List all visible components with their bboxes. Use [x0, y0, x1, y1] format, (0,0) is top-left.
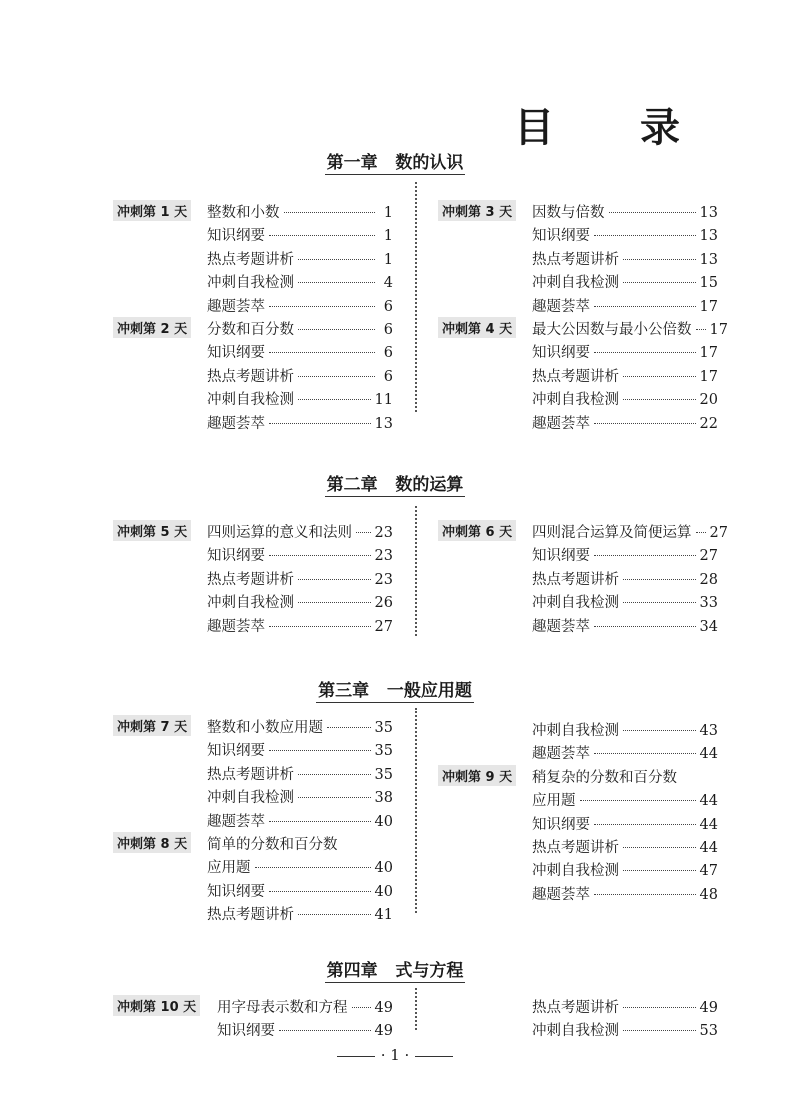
entry-title: 知识纲要: [532, 228, 590, 245]
page-number: 35: [374, 766, 393, 783]
page-number: 44: [699, 746, 718, 763]
entry-title: 分数和百分数: [207, 321, 294, 338]
toc-entry[interactable]: [207, 271, 393, 292]
entry-title: 热点考题讲析: [532, 571, 619, 588]
entry-title: 应用题: [207, 860, 251, 877]
entry-title: 知识纲要: [207, 548, 265, 565]
entry-title: 热点考题讲析: [532, 839, 619, 856]
toc-entry[interactable]: [207, 224, 393, 245]
toc-entry[interactable]: [532, 883, 718, 904]
toc-row[interactable]: [438, 766, 718, 789]
toc-column-left: [113, 521, 393, 638]
leader-dots: [623, 399, 696, 400]
toc-entry[interactable]: [207, 716, 393, 737]
toc-entry[interactable]: [532, 295, 718, 316]
page-number: 27: [709, 525, 728, 541]
toc-entry[interactable]: [207, 365, 393, 386]
leader-dots: [269, 306, 375, 307]
entry-title: 四则运算的意义和法则: [207, 525, 352, 541]
leader-dots: [284, 212, 376, 213]
entry-title: 简单的分数和百分数: [207, 836, 338, 853]
page-number: 13: [374, 415, 393, 432]
footer-rule-right: [415, 1056, 453, 1057]
toc-row[interactable]: [438, 412, 718, 435]
toc-entry[interactable]: [207, 295, 393, 316]
page-number: 33: [699, 595, 718, 612]
toc-row[interactable]: [113, 856, 393, 879]
toc-row[interactable]: [438, 388, 718, 411]
leader-dots: [298, 602, 371, 603]
toc-entry[interactable]: [532, 996, 718, 1017]
leader-dots: [298, 259, 375, 260]
page-number: 40: [374, 860, 393, 877]
chapter-heading: [0, 676, 790, 703]
toc-entry[interactable]: [207, 412, 393, 433]
entry-title: 因数与倍数: [532, 205, 605, 221]
entry-title: 四则混合运算及简便运算: [532, 525, 692, 541]
toc-row[interactable]: [438, 836, 718, 859]
entry-title: 冲刺自我检测: [207, 595, 294, 612]
toc-entry[interactable]: [207, 248, 393, 269]
entry-title: 趣题荟萃: [207, 618, 265, 635]
entry-title: 冲刺自我检测: [532, 1023, 619, 1040]
leader-dots: [623, 730, 696, 731]
page-number: 26: [374, 595, 393, 612]
entry-title: 趣题荟萃: [532, 298, 590, 315]
page-number: 13: [699, 251, 718, 268]
entry-title: 知识纲要: [532, 548, 590, 565]
toc-row[interactable]: [113, 739, 393, 762]
page-number: 53: [699, 1023, 718, 1040]
page-footer: [0, 1046, 790, 1064]
toc-column-right: [438, 201, 728, 435]
leader-dots: [298, 579, 371, 580]
toc-row[interactable]: [438, 883, 718, 906]
leader-dots: [594, 824, 696, 825]
entry-title: 知识纲要: [207, 743, 265, 760]
page-number: 13: [699, 228, 718, 245]
toc-row[interactable]: [438, 813, 718, 836]
chapter-heading-text: 第四章 式与方程: [325, 956, 466, 983]
toc-entry[interactable]: [532, 615, 718, 636]
toc-row[interactable]: [438, 248, 718, 271]
entry-title: 整数和小数: [207, 205, 280, 221]
entry-title: 知识纲要: [217, 1023, 275, 1040]
toc-entry[interactable]: [532, 789, 718, 810]
day-label: 冲刺第 5 天: [113, 520, 191, 541]
footer-rule-left: [337, 1056, 375, 1057]
toc-row[interactable]: [113, 903, 393, 926]
toc-entry[interactable]: [532, 248, 718, 269]
toc-column-left: [113, 716, 393, 927]
page-number: 1: [383, 228, 393, 245]
leader-dots: [356, 532, 371, 533]
leader-dots: [623, 282, 696, 283]
leader-dots: [609, 212, 696, 213]
toc-row[interactable]: [438, 318, 728, 341]
toc-row[interactable]: [438, 544, 718, 567]
toc-row[interactable]: [438, 568, 718, 591]
leader-dots: [696, 532, 706, 533]
entry-title: 热点考题讲析: [207, 368, 294, 385]
toc-row[interactable]: [113, 341, 393, 364]
entry-title: 热点考题讲析: [207, 907, 294, 924]
page-number: 40: [374, 883, 393, 900]
toc-entry[interactable]: [207, 568, 393, 589]
page-number: 15: [699, 275, 718, 292]
toc-row[interactable]: [113, 880, 393, 903]
toc-entry[interactable]: [532, 365, 718, 386]
leader-dots: [269, 750, 371, 751]
leader-dots: [594, 753, 696, 754]
toc-row[interactable]: [438, 859, 718, 882]
entry-title: 热点考题讲析: [207, 571, 294, 588]
toc-row[interactable]: [113, 521, 393, 544]
toc-row[interactable]: [113, 224, 393, 247]
entry-title: 知识纲要: [207, 883, 265, 900]
day-label: 冲刺第 8 天: [113, 832, 191, 853]
leader-dots: [623, 579, 696, 580]
leader-dots: [623, 847, 696, 848]
toc-row[interactable]: [438, 591, 718, 614]
entry-title: 热点考题讲析: [532, 1000, 619, 1016]
day-label: 冲刺第 6 天: [438, 520, 516, 541]
toc-row[interactable]: [438, 742, 718, 765]
toc-entry[interactable]: [207, 856, 393, 877]
leader-dots: [623, 259, 696, 260]
toc-row[interactable]: [113, 810, 393, 833]
toc-row[interactable]: [113, 365, 393, 388]
page-number: 17: [699, 368, 718, 385]
toc-row[interactable]: [113, 568, 393, 591]
leader-dots: [696, 329, 706, 330]
toc-entry[interactable]: [532, 1019, 718, 1040]
toc-row[interactable]: [438, 996, 718, 1019]
leader-dots: [298, 797, 371, 798]
toc-entry[interactable]: [207, 786, 393, 807]
leader-dots: [269, 891, 371, 892]
toc-entry[interactable]: [217, 996, 393, 1017]
toc-row[interactable]: [113, 615, 393, 638]
entry-title: 冲刺自我检测: [207, 790, 294, 807]
toc-entry[interactable]: [532, 544, 718, 565]
leader-dots: [594, 423, 696, 424]
entry-title: 趣题荟萃: [532, 746, 590, 763]
toc-row[interactable]: [113, 544, 393, 567]
toc-entry[interactable]: [532, 719, 718, 740]
page-number: 17: [699, 298, 718, 315]
page-number: 13: [699, 205, 718, 221]
leader-dots: [298, 329, 375, 330]
page-number: 35: [374, 743, 393, 760]
page-number: 40: [374, 813, 393, 830]
page-number: 11: [374, 392, 393, 409]
toc-row[interactable]: [113, 201, 393, 224]
leader-dots: [269, 352, 375, 353]
chapter-heading: [0, 470, 790, 497]
page-number: 49: [374, 1023, 393, 1040]
page-number: 27: [374, 618, 393, 635]
leader-dots: [298, 774, 371, 775]
leader-dots: [623, 1030, 696, 1031]
page-number: 28: [699, 571, 718, 588]
leader-dots: [594, 352, 696, 353]
toc-entry[interactable]: [207, 388, 393, 409]
column-divider: [415, 506, 417, 636]
entry-title: 知识纲要: [207, 228, 265, 245]
entry-title: 知识纲要: [532, 345, 590, 362]
toc-row[interactable]: [438, 615, 718, 638]
page-title: 目 录: [514, 104, 716, 151]
entry-title: 趣题荟萃: [207, 415, 265, 432]
toc-row[interactable]: [113, 295, 393, 318]
leader-dots: [298, 282, 375, 283]
toc-column-left: [113, 996, 393, 1043]
toc-row[interactable]: [113, 271, 393, 294]
toc-row[interactable]: [113, 591, 393, 614]
page-number: 1: [383, 205, 393, 221]
page-number: 38: [374, 790, 393, 807]
toc-entry[interactable]: [532, 836, 718, 857]
toc-column-right: [438, 996, 718, 1043]
day-label: 冲刺第 4 天: [438, 317, 516, 338]
day-label: 冲刺第 10 天: [113, 995, 200, 1016]
toc-entry[interactable]: [532, 591, 718, 612]
toc-entry[interactable]: [532, 201, 718, 222]
leader-dots: [298, 376, 375, 377]
toc-row[interactable]: [113, 318, 393, 341]
toc-entry[interactable]: [217, 1019, 393, 1040]
leader-dots: [298, 399, 371, 400]
toc-entry[interactable]: [207, 591, 393, 612]
toc-entry[interactable]: [532, 388, 718, 409]
page-number: 23: [374, 525, 393, 541]
page-number: 1: [383, 251, 393, 268]
toc-entry[interactable]: [532, 271, 718, 292]
toc-row[interactable]: [438, 224, 718, 247]
page-number: 6: [383, 321, 393, 338]
page-number: 49: [374, 1000, 393, 1016]
page-number: 6: [383, 368, 393, 385]
toc-row[interactable]: [438, 271, 718, 294]
toc-entry[interactable]: [532, 742, 718, 763]
page-number: 17: [709, 321, 728, 338]
entry-title: 知识纲要: [532, 816, 590, 833]
entry-title: 冲刺自我检测: [532, 392, 619, 409]
entry-title: 稍复杂的分数和百分数: [532, 769, 677, 786]
page-number: 44: [699, 839, 718, 856]
column-divider: [415, 182, 417, 412]
toc-entry[interactable]: [207, 880, 393, 901]
day-label: 冲刺第 1 天: [113, 200, 191, 221]
day-label: 冲刺第 2 天: [113, 317, 191, 338]
entry-title: 冲刺自我检测: [207, 275, 294, 292]
toc-entry[interactable]: [207, 341, 393, 362]
toc-row[interactable]: [438, 295, 718, 318]
entry-title: 热点考题讲析: [532, 251, 619, 268]
toc-entry[interactable]: [532, 859, 718, 880]
entry-title: 用字母表示数和方程: [217, 1000, 348, 1016]
toc-entry[interactable]: [207, 521, 393, 542]
entry-title: 冲刺自我检测: [532, 723, 619, 739]
leader-dots: [594, 894, 696, 895]
leader-dots: [594, 235, 696, 236]
leader-dots: [269, 555, 371, 556]
toc-row[interactable]: [113, 412, 393, 435]
leader-dots: [269, 821, 371, 822]
toc-column-right: [438, 719, 718, 906]
leader-dots: [580, 800, 696, 801]
entry-title: 应用题: [532, 793, 576, 810]
entry-title: 整数和小数应用题: [207, 720, 323, 736]
toc-entry[interactable]: [532, 224, 718, 245]
entry-title: 趣题荟萃: [207, 298, 265, 315]
toc-entry[interactable]: [207, 833, 393, 854]
leader-dots: [279, 1030, 371, 1031]
page-number: 35: [374, 720, 393, 736]
leader-dots: [594, 555, 696, 556]
day-label: 冲刺第 3 天: [438, 200, 516, 221]
toc-row[interactable]: [438, 201, 718, 224]
page-number: 27: [699, 548, 718, 565]
leader-dots: [269, 423, 371, 424]
page-number: 17: [699, 345, 718, 362]
entry-title: 趣题荟萃: [532, 886, 590, 903]
page-number: 22: [699, 415, 718, 432]
toc-entry[interactable]: [207, 544, 393, 565]
day-label: 冲刺第 7 天: [113, 715, 191, 736]
column-divider: [415, 708, 417, 913]
page-number: 41: [374, 907, 393, 924]
toc-row[interactable]: [438, 521, 728, 544]
toc-row[interactable]: [438, 365, 718, 388]
toc-row[interactable]: [113, 833, 393, 856]
toc-row[interactable]: [113, 786, 393, 809]
toc-entry[interactable]: [532, 766, 718, 787]
entry-title: 冲刺自我检测: [207, 392, 294, 409]
toc-entry[interactable]: [532, 412, 718, 433]
page-number: 34: [699, 618, 718, 635]
page-number: 43: [699, 723, 718, 739]
toc-entry[interactable]: [532, 813, 718, 834]
entry-title: 趣题荟萃: [207, 813, 265, 830]
day-label: 冲刺第 9 天: [438, 765, 516, 786]
page-number: 47: [699, 863, 718, 880]
toc-column-left: [113, 201, 393, 435]
toc-row[interactable]: [113, 716, 393, 739]
leader-dots: [269, 235, 375, 236]
entry-title: 趣题荟萃: [532, 618, 590, 635]
leader-dots: [594, 306, 696, 307]
entry-title: 热点考题讲析: [207, 251, 294, 268]
leader-dots: [623, 1007, 696, 1008]
leader-dots: [352, 1007, 371, 1008]
toc-row[interactable]: [113, 996, 393, 1019]
entry-title: 热点考题讲析: [532, 368, 619, 385]
page-number: · 1 ·: [380, 1046, 410, 1064]
toc-entry[interactable]: [207, 810, 393, 831]
entry-title: 冲刺自我检测: [532, 275, 619, 292]
toc-entry[interactable]: [207, 763, 393, 784]
entry-title: 冲刺自我检测: [532, 595, 619, 612]
toc-entry[interactable]: [532, 318, 728, 339]
page-number: 6: [383, 298, 393, 315]
toc-column-right: [438, 521, 728, 638]
toc-entry[interactable]: [207, 615, 393, 636]
page-number: 6: [383, 345, 393, 362]
toc-entry[interactable]: [532, 341, 718, 362]
toc-row[interactable]: [113, 763, 393, 786]
page-number: 23: [374, 548, 393, 565]
toc-row[interactable]: [438, 1019, 718, 1042]
toc-entry[interactable]: [207, 903, 393, 924]
chapter-heading: [0, 148, 790, 175]
leader-dots: [623, 376, 696, 377]
chapter-heading-text: 第三章 一般应用题: [316, 676, 474, 703]
toc-row[interactable]: [438, 341, 718, 364]
page-number: 49: [699, 1000, 718, 1016]
leader-dots: [623, 870, 696, 871]
leader-dots: [327, 727, 371, 728]
entry-title: 冲刺自我检测: [532, 863, 619, 880]
toc-entry[interactable]: [207, 201, 393, 222]
entry-title: 最大公因数与最小公倍数: [532, 321, 692, 338]
chapter-heading-text: 第二章 数的运算: [325, 470, 466, 497]
page-number: 4: [383, 275, 393, 292]
page-number: 48: [699, 886, 718, 903]
entry-title: 知识纲要: [207, 345, 265, 362]
toc-row[interactable]: [113, 388, 393, 411]
chapter-heading-text: 第一章 数的认识: [325, 148, 466, 175]
page-number: 44: [699, 816, 718, 833]
toc-entry[interactable]: [532, 521, 728, 542]
leader-dots: [269, 626, 371, 627]
entry-title: 趣题荟萃: [532, 415, 590, 432]
entry-title: 热点考题讲析: [207, 766, 294, 783]
toc-entry[interactable]: [532, 568, 718, 589]
toc-entry[interactable]: [207, 318, 393, 339]
page-number: 44: [699, 793, 718, 810]
page-number: 23: [374, 571, 393, 588]
toc-row[interactable]: [438, 719, 718, 742]
leader-dots: [255, 867, 371, 868]
page-number: 20: [699, 392, 718, 409]
toc-row[interactable]: [438, 789, 718, 812]
toc-row[interactable]: [113, 1019, 393, 1042]
chapter-heading: [0, 956, 790, 983]
column-divider: [415, 988, 417, 1030]
leader-dots: [298, 914, 371, 915]
toc-entry[interactable]: [207, 739, 393, 760]
leader-dots: [594, 626, 696, 627]
leader-dots: [623, 602, 696, 603]
toc-row[interactable]: [113, 248, 393, 271]
